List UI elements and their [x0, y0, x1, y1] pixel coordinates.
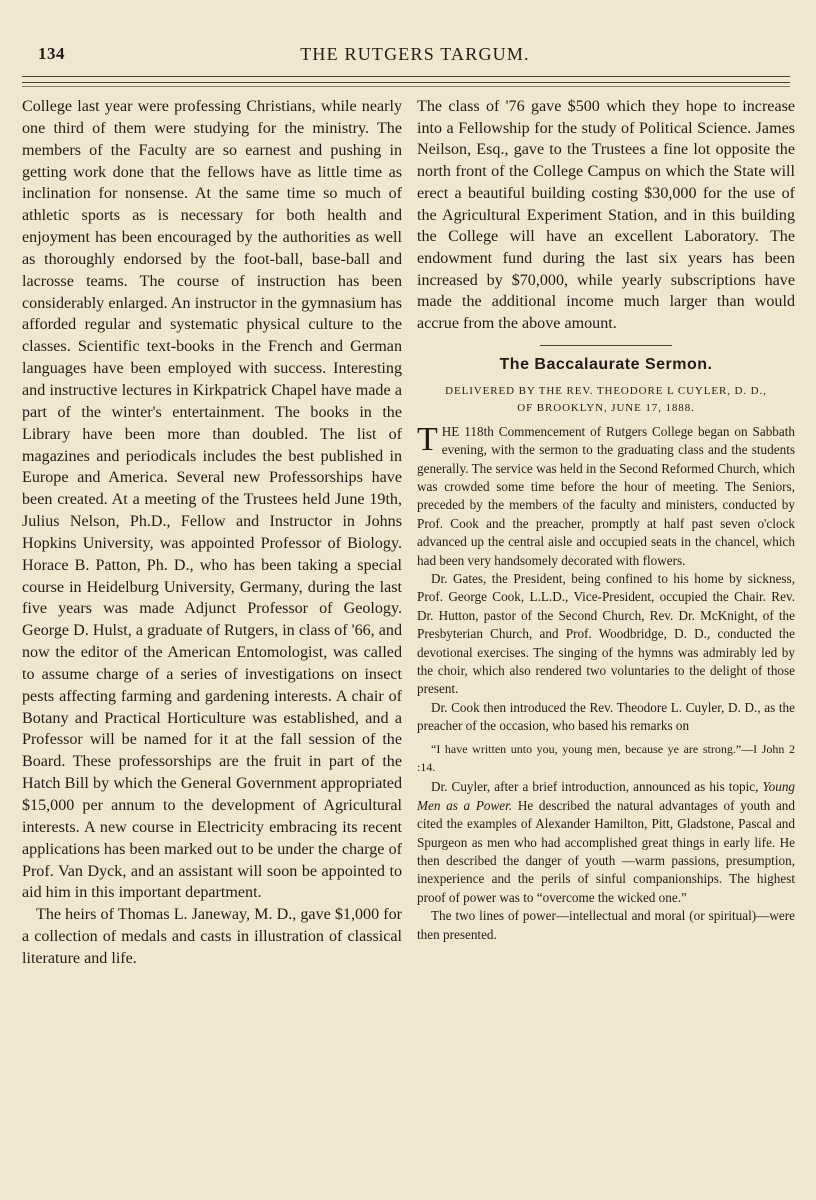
scripture-quote: “I have written unto you, young men, because ye are strong.”—I John 2 :14. — [417, 741, 795, 775]
left-paragraph-janeway: The heirs of Thomas L. Janeway, M. D., gave $1,000 for a collection of medals and casts in illustration of classical literature and life. — [22, 906, 402, 967]
header-rule — [22, 76, 790, 77]
article-title: The Baccalaurate Sermon. — [499, 355, 713, 373]
header-rule-thin — [22, 86, 790, 87]
byline-line-1: DELIVERED BY THE REV. THEODORE L CUYLER, D. D., — [445, 384, 767, 397]
byline-line-2: OF BROOKLYN, JUNE 17, 1888. — [517, 401, 695, 414]
section-separator — [540, 345, 672, 346]
drop-cap: T — [417, 420, 438, 458]
article-byline — [417, 383, 795, 417]
topic-title: Young Men as a Power. — [417, 779, 796, 813]
right-paragraph-gifts: The class of '76 gave $500 which they hope to increase into a Fellowship for the study of Political Science. James Neilson, Esq., gave to the Trustees a fine lot opposite the north front of the College Campus on which the State will erect a beautiful building costing $30,000 for the use of the Agricultural Experiment Station, and in this building the College will have an excellent Laboratory. The endowment fund during the last six years has been increased by $70,000, while yearly subscriptions have made the additional income much larger than would accrue from the above amount. — [417, 98, 795, 333]
sermon-paragraph-introduction: Dr. Cook then introduced the Rev. Theodore L. Cuyler, D. D., as the preacher of the occasion, who based his remarks on — [417, 699, 795, 734]
page-number: 134 — [38, 44, 65, 63]
right-column — [417, 96, 795, 944]
commencement-text: HE 118th Commencement of Rutgers College began on Sabbath evening, with the sermon to the graduating class and the students generally. The service was held in the Second Reformed Church, which was crowded some time before the hour of meeting. The Seniors, preceded by the members of the faculty and ministers, conducted by Prof. Cook and the preacher, promptly at half past seven o'clock advanced up the central aisle and occupied seats in the chancel, which had been very handsomely decorated with flowers. — [417, 423, 795, 568]
sermon-paragraph-topic — [417, 778, 795, 907]
sermon-paragraph-power: The two lines of power—intellectual and moral (or spiritual)—were then presented. — [417, 908, 795, 942]
header-rule-double — [22, 82, 790, 83]
journal-title: THE RUTGERS TARGUM. — [300, 44, 530, 64]
sermon-paragraph-commencement — [417, 420, 795, 570]
topic-lead: Dr. Cuyler, after a brief introduction, announced as his topic, — [431, 779, 759, 795]
left-column — [22, 96, 402, 970]
sermon-paragraph-gates: Dr. Gates, the President, being confined to his home by sickness, Prof. George Cook, L.L.D., Vice-President, occupied the Chair. Rev. Dr. Hutton, pastor of the Second Church, Rev. Dr. McKnight, of the Presbyterian Church, and Prof. Woodbridge, D. D., conducted the devotional exercises. The singing of the hymns was admirably led by the choir, which also rendered two voluntaries to the delight of those present. — [417, 570, 795, 697]
topic-body: He described the natural advantages of youth and cited the examples of Alexander Hamilton, Pitt, Gladstone, Pascal and Spurgeon as men who had accomplished great things in early life. He then described the danger of youth —warm passions, presumption, inexperience and the perils of sinful companionships. The highest proof of power was to “overcome the wicked one.” — [417, 797, 795, 905]
left-paragraph-college: College last year were professing Christians, while nearly one third of them were studying for the ministry. The members of the Faculty are so earnest and pushing in getting work done that the fellows have as little time as inclination for nonsense. At the same time so much of athletic sports as is necessary for both health and enjoyment has been encouraged by the authorities as well as thoroughly endorsed by the foot-ball, base-ball and lacrosse teams. The course of instruction has been considerably enlarged. An instructor in the gymnasium has afforded regular and systematic physical culture to the classes. Scientific text-books in the French and German languages have been employed with success. Interesting and instructive lectures in Kirkpatrick Chapel have made a part of the winter's entertainment. The books in the Library have been more than doubled. The list of magazines and periodicals includes the best published in Europe and America. Several new Professorships have been created. At a meeting of the Trustees held June 19th, Julius Nelson, Ph.D., Fellow and Instructor in Johns Hopkins University, was appointed Professor of Biology. Horace B. Patton, Ph. D., who has been taking a special course in Heidelburg University, Germany, during the last five years was made Adjunct Professor of Geology. George D. Hulst, a graduate of Rutgers, in class of '66, and now the editor of the American Entomologist, was called to assume charge of a series of investigations on insect pests affecting farming and gardening interests. A chair of Botany and Practical Horticulture was established, and a Professor will be named for it at the fall session of the Board. These professorships are the fruit in part of the Hatch Bill by which the General Government appropriated $15,000 per annum to the development of Agricultural interests. A new course in Electricity embracing its recent applications has been marked out to be under the charge of Prof. Van Dyck, and an assistant will soon be appointed to aid him in this important department. — [22, 98, 402, 902]
page-header — [30, 44, 800, 68]
